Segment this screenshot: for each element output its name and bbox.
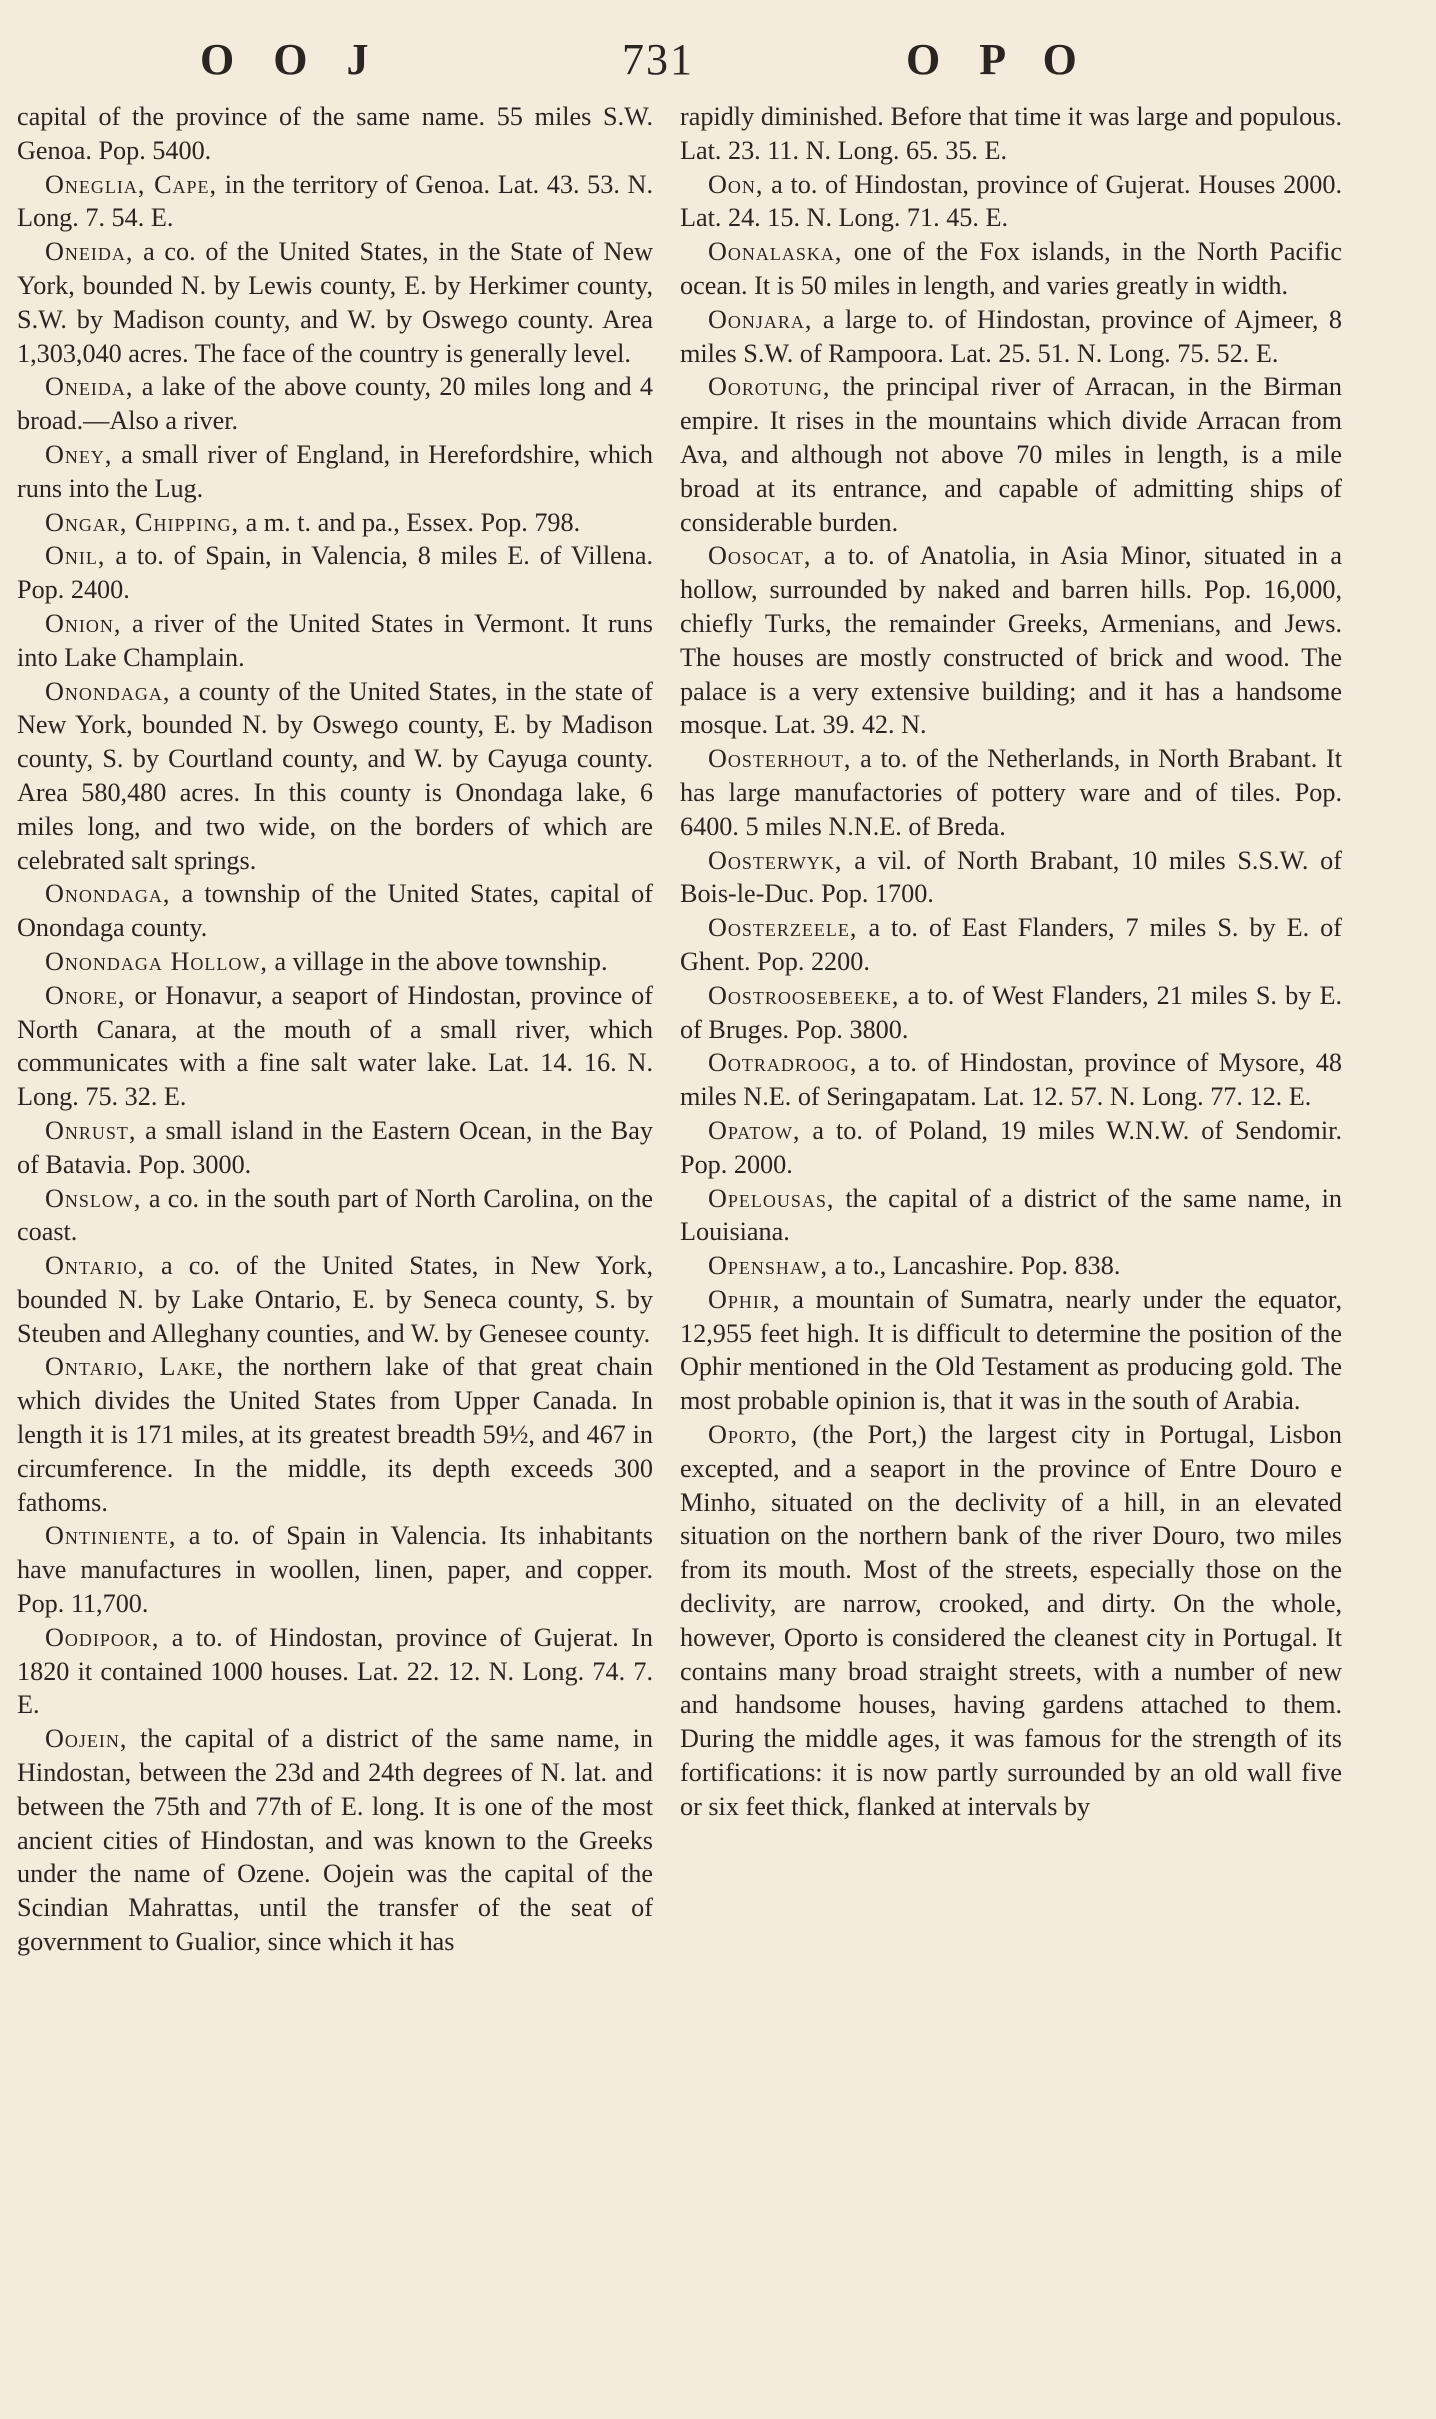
gazetteer-entry — [17, 438, 653, 506]
gazetteer-entry — [680, 303, 1342, 371]
gazetteer-entry — [680, 911, 1342, 979]
entry-text: a to. of Anatolia, in Asia Minor, situated in a hollow, surrounded by naked and barren hills. Pop. 16,000, chiefly Turks, the remainder Greeks, Armenians, and Jews. The houses are mostly constructed of brick and wood. The palace is a very extensive building; and it has a handsome mosque. Lat. 39. 42. N. — [680, 541, 1342, 740]
gazetteer-entry — [17, 1182, 653, 1250]
entry-headword: Ootradroog, — [708, 1048, 858, 1078]
entry-headword: Ontiniente, — [45, 1521, 177, 1551]
entry-headword: Oosocat, — [708, 541, 812, 571]
entry-headword: Onil, — [45, 541, 106, 571]
entry-headword: Opelousas, — [708, 1183, 835, 1213]
gazetteer-entry — [680, 235, 1342, 303]
entry-headword: Onrust, — [45, 1115, 137, 1145]
entry-text: a township of the United States, capital of Onondaga county. — [17, 879, 653, 943]
entry-text: a to. of East Flanders, 7 miles S. by E. of Ghent. Pop. 2200. — [680, 913, 1342, 976]
running-header — [0, 30, 1436, 90]
entry-text: the principal river of Arracan, in the Birman empire. It rises in the mountains which divide Arracan from Ava, and although not above 70 miles in length, is a mile broad at its entrance, and capable of admitting ships of considerable burden. — [680, 372, 1342, 537]
header-right-guide-word: O P O — [906, 35, 1091, 84]
entry-text: one of the Fox islands, in the North Pacific ocean. It is 50 miles in length, and varies greatly in width. — [680, 237, 1342, 300]
entry-headword: Oosterhout, — [708, 744, 852, 774]
entry-headword: Oostroosebeeke, — [708, 980, 900, 1010]
entry-headword: Oneida, — [45, 372, 134, 402]
gazetteer-entry — [17, 607, 653, 675]
gazetteer-entry — [680, 168, 1342, 236]
entry-text: a to. of Hindostan, province of Mysore, 48 miles N.E. of Seringapatam. Lat. 12. 57. N. Long. 77. 12. E. — [680, 1048, 1342, 1112]
entry-headword: Onondaga Hollow, — [45, 946, 268, 976]
entry-headword: Opatow, — [708, 1115, 801, 1145]
entry-headword: Oodipoor, — [45, 1622, 160, 1652]
entry-text: a to. of West Flanders, 21 miles S. by E. of Bruges. Pop. 3800. — [680, 980, 1342, 1044]
entry-text: a to., Lancashire. Pop. 838. — [828, 1251, 1121, 1281]
gazetteer-entry — [17, 1722, 653, 1959]
gazetteer-entry — [17, 506, 653, 540]
gazetteer-entry — [680, 1249, 1342, 1283]
entry-text: a to. of Hindostan, province of Gujerat. Houses 2000. Lat. 24. 15. N. Long. 71. 45. E. — [680, 169, 1342, 233]
gazetteer-entry — [680, 742, 1342, 843]
entry-headword: Openshaw, — [708, 1251, 829, 1281]
entry-text: a river of the United States in Vermont. It runs into Lake Champlain. — [17, 608, 653, 672]
entry-text: the capital of a district of the same name, in Hindostan, between the 23d and 24th degrees of N. lat. and between the 75th and 77th of E. long. It is one of the most ancient cities of Hindostan, and was known to the Greeks under the name of Ozene. Oojein was the capital of the Scindian Mahrattas, until the transfer of the seat of government to Gualior, since which it has — [17, 1724, 653, 1957]
gazetteer-entry — [17, 539, 653, 607]
gazetteer-entry — [17, 1350, 653, 1519]
gazetteer-entry — [680, 1283, 1342, 1418]
page-number: 731 — [622, 35, 694, 84]
gazetteer-entry — [680, 979, 1342, 1047]
entry-headword: Oosterwyk, — [708, 845, 843, 875]
entry-text: a large to. of Hindostan, province of Ajmeer, 8 miles S.W. of Rampoora. Lat. 25. 51. N. Long. 75. 52. E. — [680, 304, 1342, 368]
entry-text: the northern lake of that great chain which divides the United States from Upper Canada. In length it is 171 miles, at its greatest breadth 59½, and 467 in circumference. In the middle, its depth exceeds 300 fathoms. — [17, 1352, 653, 1517]
entry-text: a vil. of North Brabant, 10 miles S.S.W. of Bois-le-Duc. Pop. 1700. — [680, 845, 1342, 909]
entry-text: (the Port,) the largest city in Portugal, Lisbon excepted, and a seaport in the province of Entre Douro e Minho, situated on the declivity of a hill, in an elevated situation on the northern bank of the river Douro, two miles from its mouth. Most of the streets, especially those on the declivity, are narrow, crooked, and dirty. On the whole, however, Oporto is considered the cleanest city in Portugal. It contains many broad straight streets, with a number of new and handsome houses, having gardens attached to them. During the middle ages, it was famous for the strength of its fortifications: it is now partly surrounded by an old wall five or six feet thick, flanked at intervals by — [680, 1420, 1342, 1821]
gazetteer-entry — [17, 1621, 653, 1722]
right-column — [680, 100, 1342, 1824]
entry-text: a to. of Poland, 19 miles W.N.W. of Sendomir. Pop. 2000. — [680, 1115, 1342, 1179]
entry-text: the capital of a district of the same name, in Louisiana. — [680, 1183, 1342, 1247]
gazetteer-entry — [17, 168, 653, 236]
entry-headword: Onslow, — [45, 1183, 142, 1213]
gazetteer-entry — [17, 1114, 653, 1182]
gazetteer-entry — [17, 945, 653, 979]
gazetteer-entry — [17, 370, 653, 438]
left-column — [17, 100, 653, 1959]
gazetteer-entry — [17, 877, 653, 945]
entry-headword: Onion, — [45, 608, 122, 638]
entry-headword: Onore, — [45, 980, 126, 1010]
entry-text: a m. t. and pa., Essex. Pop. 798. — [239, 507, 581, 537]
entry-text: a co. of the United States, in New York, bounded N. by Lake Ontario, E. by Seneca county, S. by Steuben and Alleghany counties, and W. by Genesee county. — [17, 1251, 653, 1348]
entry-headword: Oneglia, Cape, — [45, 169, 218, 199]
entry-headword: Ongar, Chipping, — [45, 507, 240, 537]
entry-text: a to. of Hindostan, province of Gujerat. In 1820 it contained 1000 houses. Lat. 22. 12. N. Long. 74. 7. E. — [17, 1622, 653, 1720]
gazetteer-entry — [17, 100, 653, 168]
entry-text: a small river of England, in Herefordshire, which runs into the Lug. — [17, 439, 653, 503]
entry-headword: Oneida, — [45, 237, 134, 267]
entry-headword: Ontario, Lake, — [45, 1352, 225, 1382]
entry-headword: Oon, — [708, 169, 764, 199]
entry-text: a village in the above township. — [267, 946, 608, 976]
gazetteer-entry — [680, 539, 1342, 742]
entry-headword: Oonjara, — [708, 304, 813, 334]
entry-text: a to. of Spain in Valencia. Its inhabitants have manufactures in woollen, linen, paper, and copper. Pop. 11,700. — [17, 1521, 653, 1619]
entry-text: in the territory of Genoa. Lat. 43. 53. N. Long. 7. 54. E. — [17, 169, 653, 233]
entry-text: a county of the United States, in the state of New York, bounded N. by Oswego county, E. by Madison county, S. by Courtland county, and W. by Cayuga county. Area 580,480 acres. In this county is Onondaga lake, 6 miles long, and two wide, on the borders of which are celebrated salt springs. — [17, 676, 653, 875]
gazetteer-entry — [680, 370, 1342, 539]
entry-text: rapidly diminished. Before that time it was large and populous. Lat. 23. 11. N. Long. 65. 35. E. — [680, 102, 1342, 165]
entry-headword: Ophir, — [708, 1284, 781, 1314]
entry-headword: Onondaga, — [45, 879, 171, 909]
entry-headword: Oonalaska, — [708, 237, 843, 267]
gazetteer-entry — [17, 1519, 653, 1620]
entry-text: a to. of Spain, in Valencia, 8 miles E. of Villena. Pop. 2400. — [17, 541, 653, 605]
gazetteer-entry — [680, 100, 1342, 168]
gazetteer-entry — [680, 1046, 1342, 1114]
entry-text: a co. in the south part of North Carolina, on the coast. — [17, 1183, 653, 1247]
entry-text: a lake of the above county, 20 miles long and 4 broad.—Also a river. — [17, 372, 653, 436]
gazetteer-entry — [17, 235, 653, 370]
gazetteer-entry — [680, 1114, 1342, 1182]
gazetteer-entry — [680, 1182, 1342, 1250]
entry-text: a small island in the Eastern Ocean, in the Bay of Batavia. Pop. 3000. — [17, 1115, 653, 1179]
entry-headword: Oporto, — [708, 1420, 799, 1450]
entry-headword: Oosterzeele, — [708, 913, 858, 943]
entry-text: capital of the province of the same name. 55 miles S.W. Genoa. Pop. 5400. — [17, 102, 653, 165]
entry-text: a to. of the Netherlands, in North Brabant. It has large manufactories of pottery ware and of tiles. Pop. 6400. 5 miles N.N.E. of Breda. — [680, 744, 1342, 841]
entry-text: a co. of the United States, in the State of New York, bounded N. by Lewis county, E. by Herkimer county, S.W. by Madison county, and W. by Oswego county. Area 1,303,040 acres. The face of the country is generally level. — [17, 237, 653, 368]
entry-headword: Onondaga, — [45, 676, 171, 706]
gazetteer-entry — [680, 1418, 1342, 1824]
gazetteer-entry — [680, 844, 1342, 912]
gazetteer-entry — [17, 979, 653, 1114]
entry-headword: Oney, — [45, 439, 113, 469]
gazetteer-entry — [17, 1249, 653, 1350]
entry-headword: Oojein, — [45, 1724, 128, 1754]
header-left-guide-word: O O J — [200, 35, 383, 84]
gazetteer-entry — [17, 675, 653, 878]
entry-text: or Honavur, a seaport of Hindostan, province of North Canara, at the mouth of a small river, which communicates with a fine salt water lake. Lat. 14. 16. N. Long. 75. 32. E. — [17, 980, 653, 1112]
entry-text: a mountain of Sumatra, nearly under the equator, 12,955 feet high. It is difficult to determine the position of the Ophir mentioned in the Old Testament as producing gold. The most probable opinion is, that it was in the south of Arabia. — [680, 1284, 1342, 1416]
entry-headword: Oorotung, — [708, 372, 831, 402]
entry-headword: Ontario, — [45, 1251, 146, 1281]
